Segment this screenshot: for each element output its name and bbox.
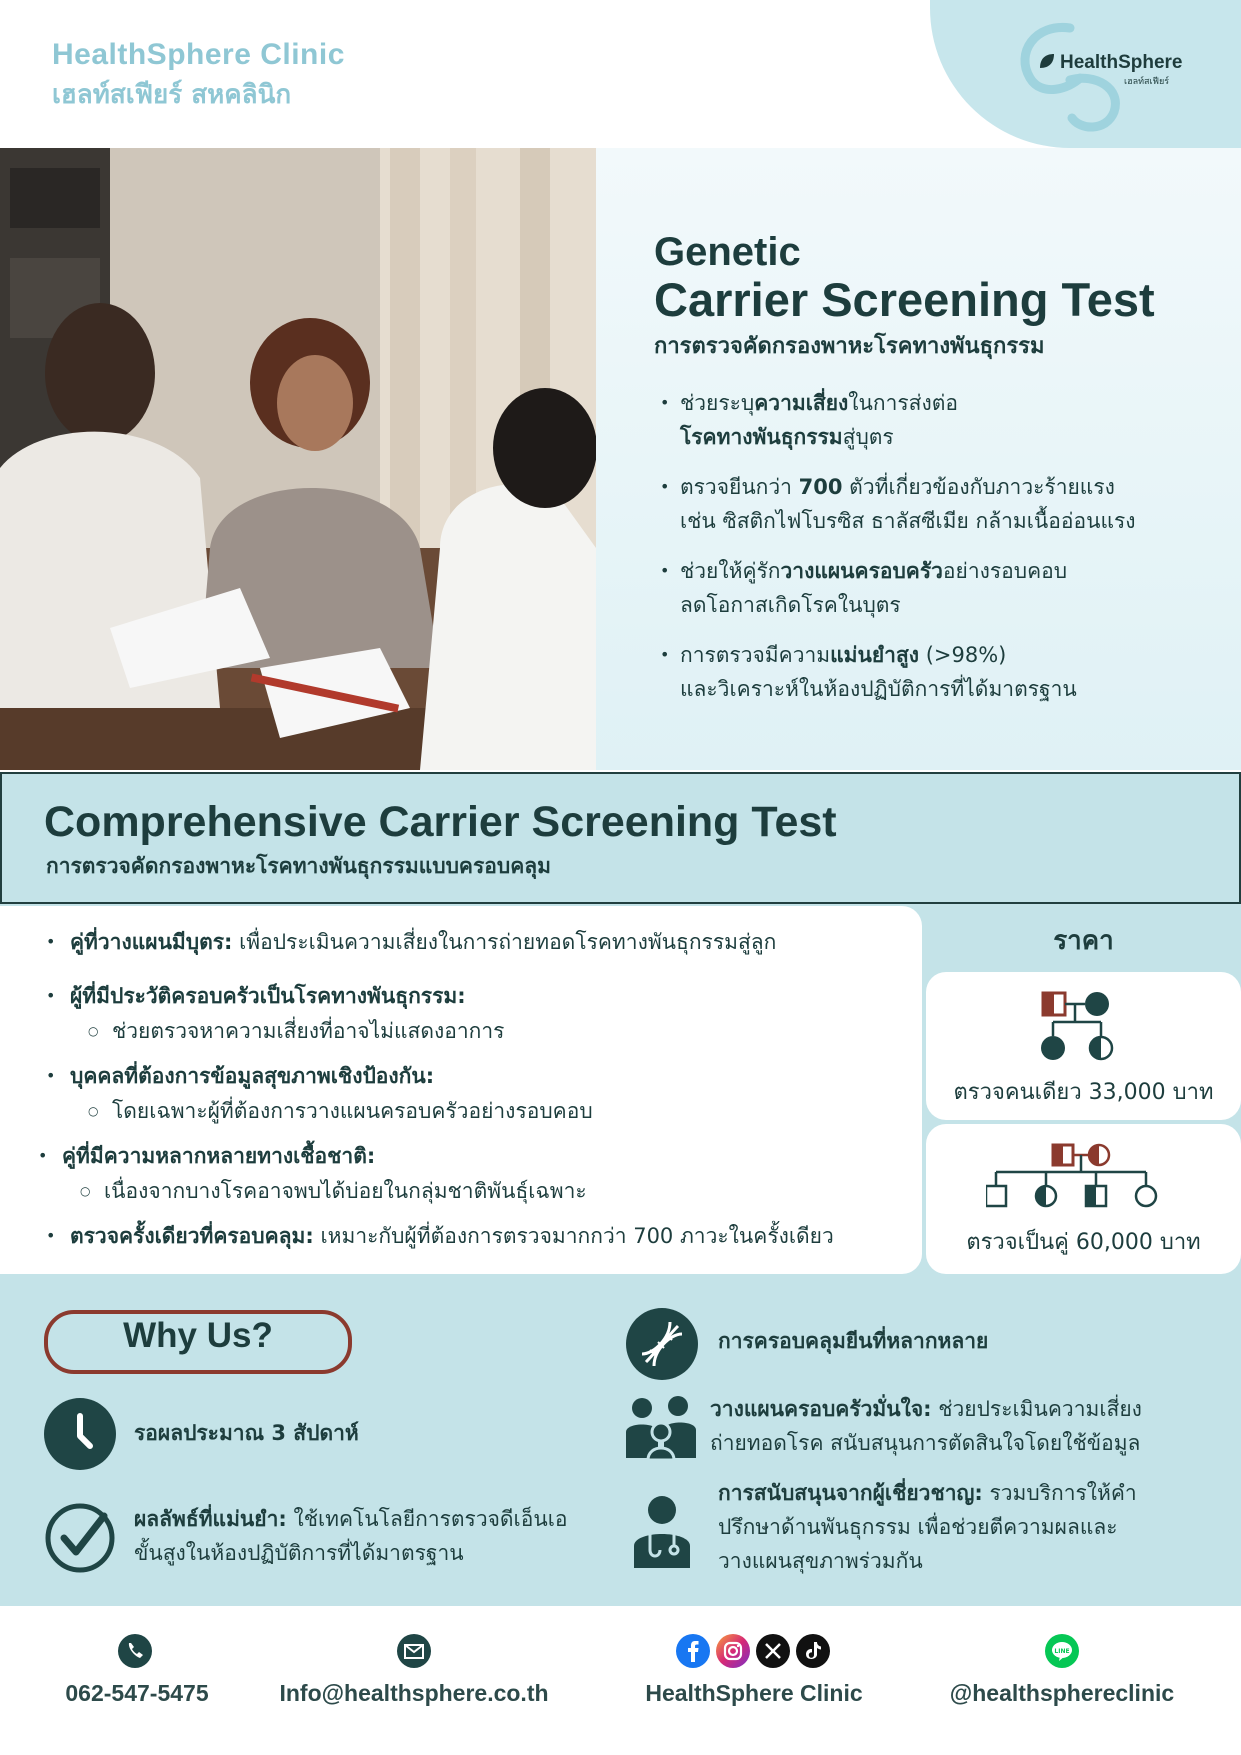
family-icon bbox=[624, 1396, 698, 1460]
list-item: • การตรวจมีความแม่นยำสูง (>98%) และวิเคราะห์ในห้องปฏิบัติการที่ได้มาตรฐาน bbox=[660, 638, 1220, 706]
hero-title-line1: Genetic bbox=[654, 230, 801, 274]
hero-subtitle: การตรวจคัดกรองพาหะโรคทางพันธุกรรม bbox=[654, 334, 1045, 359]
pedigree-couple-icon bbox=[986, 1142, 1186, 1222]
clinic-name-th: เฮลท์สเฟียร์ สหคลินิก bbox=[52, 80, 292, 110]
hero-title-line2: Carrier Screening Test bbox=[654, 273, 1155, 326]
mail-icon bbox=[397, 1634, 431, 1668]
why-item-turnaround: รอผลประมาณ 3 สัปดาห์ bbox=[134, 1421, 359, 1445]
dna-icon bbox=[626, 1308, 698, 1380]
list-item: • ผู้ที่มีประวัติครอบครัวเป็นโรคทางพันธุกรรม: ○ ช่วยตรวจหาความเสี่ยงที่อาจไม่แสดงอาการ bbox=[42, 978, 922, 1048]
why-item-coverage: การครอบคลุมยีนที่หลากหลาย bbox=[718, 1329, 989, 1353]
list-item: • บุคคลที่ต้องการข้อมูลสุขภาพเชิงป้องกัน: ○ โดยเฉพาะผู้ที่ต้องการวางแผนครอบครัวอย่างรอบคอบ bbox=[42, 1058, 922, 1128]
clinic-name-en: HealthSphere Clinic bbox=[52, 38, 345, 71]
facebook-icon[interactable] bbox=[676, 1634, 710, 1668]
consultation-photo bbox=[0, 148, 596, 770]
tiktok-icon[interactable] bbox=[796, 1634, 830, 1668]
x-icon[interactable] bbox=[756, 1634, 790, 1668]
comprehensive-title: Comprehensive Carrier Screening Test bbox=[44, 798, 837, 846]
why-item-accuracy: ผลลัพธ์ที่แม่นยำ: ใช้เทคโนโลยีการตรวจดีเอ็นเอ ขั้นสูงในห้องปฏิบัติการที่ได้มาตรฐาน bbox=[134, 1507, 568, 1565]
hero-benefits-list bbox=[660, 386, 1220, 722]
line-icon[interactable] bbox=[1045, 1634, 1079, 1668]
list-item: • ตรวจยีนกว่า 700 ตัวที่เกี่ยวข้องกับภาวะร้ายแรง เช่น ซิสติกไฟโบรซิส ธาลัสซีเมีย กล้ามเนื้ออ่อนแรง bbox=[660, 470, 1220, 538]
doctor-icon bbox=[630, 1494, 694, 1568]
price-card-single bbox=[926, 972, 1241, 1120]
phone-icon bbox=[118, 1634, 152, 1668]
checkmark-icon bbox=[44, 1502, 116, 1574]
list-item: • คู่ที่วางแผนมีบุตร: เพื่อประเมินความเสี่ยงในการถ่ายทอดโรคทางพันธุกรรมสู่ลูก bbox=[42, 924, 922, 960]
list-item: • ช่วยให้คู่รักวางแผนครอบครัวอย่างรอบคอบ ลดโอกาสเกิดโรคในบุตร bbox=[660, 554, 1220, 622]
instagram-icon[interactable] bbox=[716, 1634, 750, 1668]
svg-text:LINE: LINE bbox=[1054, 1648, 1070, 1655]
target-group-list bbox=[42, 924, 922, 1254]
pedigree-single-icon bbox=[1041, 990, 1131, 1070]
why-us-title: Why Us? bbox=[123, 1316, 273, 1355]
footer-phone[interactable]: 062-547-5475 bbox=[65, 1680, 209, 1706]
why-item-family-planning: วางแผนครอบครัวมั่นใจ: ช่วยประเมินความเสี่ยง ถ่ายทอดโรค สนับสนุนการตัดสินใจโดยใช้ข้อมูล bbox=[710, 1397, 1142, 1455]
logo-ring-graphic bbox=[1010, 18, 1135, 136]
footer-line-id[interactable]: @healthsphereclinic bbox=[949, 1680, 1175, 1706]
price-single-label: ตรวจคนเดียว 33,000 บาท bbox=[953, 1080, 1214, 1105]
list-item: • คู่ที่มีความหลากหลายทางเชื้อชาติ: ○ เนื่องจากบางโรคอาจพบได้บ่อยในกลุ่มชาติพันธุ์เฉพาะ bbox=[42, 1138, 922, 1208]
comprehensive-subtitle: การตรวจคัดกรองพาหะโรคทางพันธุกรรมแบบครอบคลุม bbox=[46, 854, 551, 878]
price-title: ราคา bbox=[1053, 926, 1114, 956]
price-couple-label: ตรวจเป็นคู่ 60,000 บาท bbox=[966, 1230, 1201, 1255]
price-card-couple bbox=[926, 1124, 1241, 1274]
footer-email[interactable]: Info@healthsphere.co.th bbox=[279, 1680, 549, 1706]
logo-text: HealthSphere bbox=[1060, 52, 1183, 73]
list-item: • ตรวจครั้งเดียวที่ครอบคลุม: เหมาะกับผู้ที่ต้องการตรวจมากกว่า 700 ภาวะในครั้งเดียว bbox=[42, 1218, 922, 1254]
why-item-expert-support: การสนับสนุนจากผู้เชี่ยวชาญ: รวมบริการให้คำ ปรึกษาด้านพันธุกรรม เพื่อช่วยตีความผลและ วางแผนสุขภาพร่วมกัน bbox=[718, 1481, 1137, 1573]
logo-subtext: เฮลท์สเฟียร์ bbox=[1124, 77, 1170, 87]
clock-icon bbox=[44, 1398, 116, 1470]
leaf-icon bbox=[1038, 52, 1056, 70]
list-item: • ช่วยระบุความเสี่ยงในการส่งต่อ โรคทางพันธุกรรมสู่บุตร bbox=[660, 386, 1220, 454]
footer-social[interactable]: HealthSphere Clinic bbox=[645, 1680, 863, 1706]
